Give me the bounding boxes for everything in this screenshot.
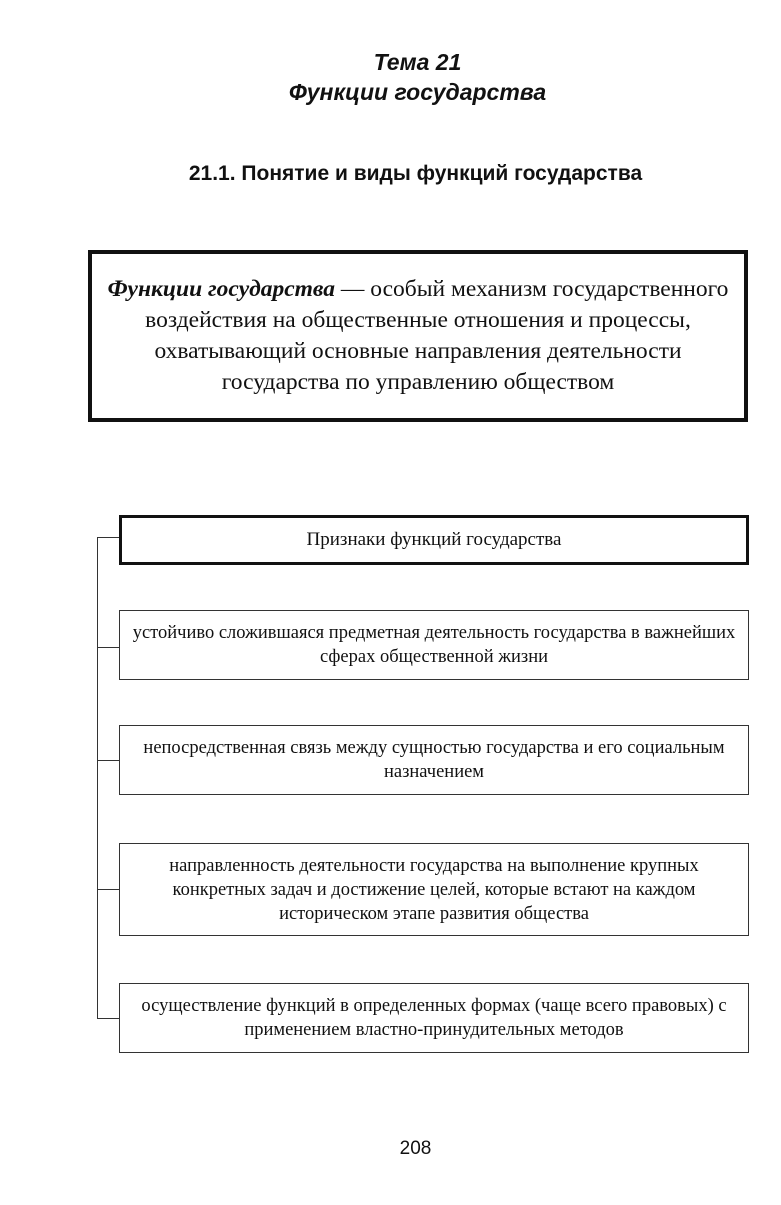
definition-box (88, 250, 748, 422)
definition-paragraph (100, 274, 736, 398)
signs-header-label: Признаки функций государства (306, 529, 562, 550)
diagram-connector-sign-4 (97, 1018, 119, 1019)
definition-text: — особый механизм государственного воздействия на общественные отношения и процессы, охватывающий основные направления деятельности государства по управлению обществом (145, 276, 729, 395)
topic-title: Функции государства (288, 79, 547, 105)
page-number: 208 (399, 1138, 432, 1159)
sign-text: устойчиво сложившаяся предметная деятельность государства в важнейших сферах общественной жизни (132, 623, 736, 667)
sign-box (119, 610, 749, 680)
diagram-connector-sign-2 (97, 760, 119, 761)
signs-header-box (119, 515, 749, 565)
sign-box (119, 843, 749, 936)
sign-text: непосредственная связь между сущностью государства и его социальным назначением (143, 738, 725, 782)
sign-text: осуществление функций в определенных формах (чаще всего правовых) с применением властно-принудительных методов (141, 996, 727, 1040)
sign-text: направленность деятельности государства на выполнение крупных конкретных задач и достижение целей, которые встают на каждом историческом этапе развития общества (169, 855, 699, 924)
sign-box (119, 983, 749, 1053)
diagram-connector-sign-3 (97, 889, 119, 890)
section-title: 21.1. Понятие и виды функций государства (188, 162, 643, 185)
diagram-connector-vertical (97, 537, 98, 1019)
definition-term: Функции государства (107, 276, 336, 302)
sign-box (119, 725, 749, 795)
diagram-connector-sign-1 (97, 647, 119, 648)
diagram-connector-header (97, 537, 119, 538)
topic-number: Тема 21 (373, 49, 462, 75)
